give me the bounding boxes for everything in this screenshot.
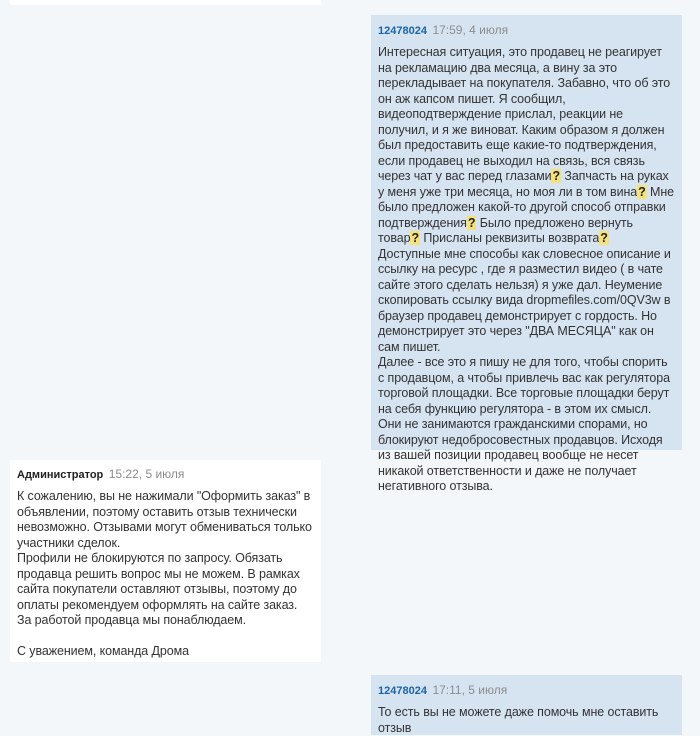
message-signature: С уважением, команда Дрома	[17, 643, 189, 658]
message-meta	[378, 683, 674, 699]
message-paragraph: К сожалению, вы не нажимали "Оформить заказ" в объявлении, поэтому оставить отзыв технически невозможно. Отзывами могут обмениваться только участники сделок.	[17, 489, 312, 550]
message-author: Администратор	[17, 469, 104, 481]
message-body	[17, 489, 314, 659]
message-paragraph: За работой продавца мы понаблюдаем.	[17, 613, 246, 627]
message-admin	[10, 460, 321, 662]
message-timestamp: 17:59, 4 июля	[432, 23, 509, 37]
question-mark-highlight: ?	[467, 215, 476, 230]
message-paragraph	[378, 45, 674, 355]
message-meta	[17, 467, 314, 483]
message-text: Интересная ситуация, это продавец не реагирует на рекламацию два месяца, а вину за это перекладывает на покупателя. Забавно, что об это он аж капсом пишет. Я сообщил, видеоподтверждение прислал, реакции не получил, и я же виноват. Каким образом я должен был предоставить еще какие-то подтверждения, если продавец не выходил на связь, вся связь через чат у вас перед глазами	[378, 45, 671, 183]
question-mark-highlight: ?	[638, 184, 646, 199]
question-mark-highlight: ?	[552, 169, 560, 183]
question-mark-highlight: ?	[411, 231, 419, 245]
message-meta	[378, 23, 674, 39]
message-body	[378, 705, 674, 736]
previous-message-bubble-edge	[10, 0, 321, 5]
message-paragraph: Далее - все это я пишу не для того, чтобы спорить с продавцом, а чтобы привлечь вас как регулятора торговой площадки. Все торговые площадки берут на себя функцию регулятора - в этом их смысл. Они не занимаются гражданскими спорами, но блокируют недобросовестных продавцов. Исходя из вашей позиции продавец вообще не несет никакой ответственности и даже не получает негативного отзыва.	[378, 355, 670, 493]
message-text: Было предложено вернуть товар	[378, 215, 633, 245]
message-author-link[interactable]: 12478024	[378, 25, 427, 37]
message-text: Доступные мне способы как словесное описание и ссылку на ресурс , где я разместил видео ( в чате сайте этого сделать нельзя) я уже дал. Неумение скопировать ссылку вида dropmefiles.com/0QV3w в браузер продавец демонстрирует с гордость. Но демонстрирует это через "ДВА МЕСЯЦА" как он сам пишет.	[378, 246, 671, 354]
message-paragraph: Профили не блокируются по запросу. Обязать продавца решить вопрос мы не можем. В рамках сайта покупатели оставляют отзывы, поэтому до оплаты рекомендуем оформлять на сайте заказ.	[17, 551, 300, 612]
message-body	[378, 45, 674, 495]
message-own	[371, 15, 682, 493]
message-text: Присланы реквизиты возврата	[420, 231, 600, 245]
message-text: Мне было предложен какой-то другой способ отправки подтверждения	[378, 184, 674, 230]
message-author-link[interactable]: 12478024	[378, 685, 427, 697]
message-text: Запчасть на руках у меня уже три месяца, но моя ли в том вина	[378, 169, 669, 199]
message-own	[371, 675, 682, 735]
message-timestamp: 17:11, 5 июля	[432, 683, 508, 697]
question-mark-highlight: ?	[600, 231, 608, 245]
message-paragraph: То есть вы не можете даже помочь мне оставить отзыв	[378, 705, 659, 735]
message-timestamp: 15:22, 5 июля	[108, 467, 185, 481]
